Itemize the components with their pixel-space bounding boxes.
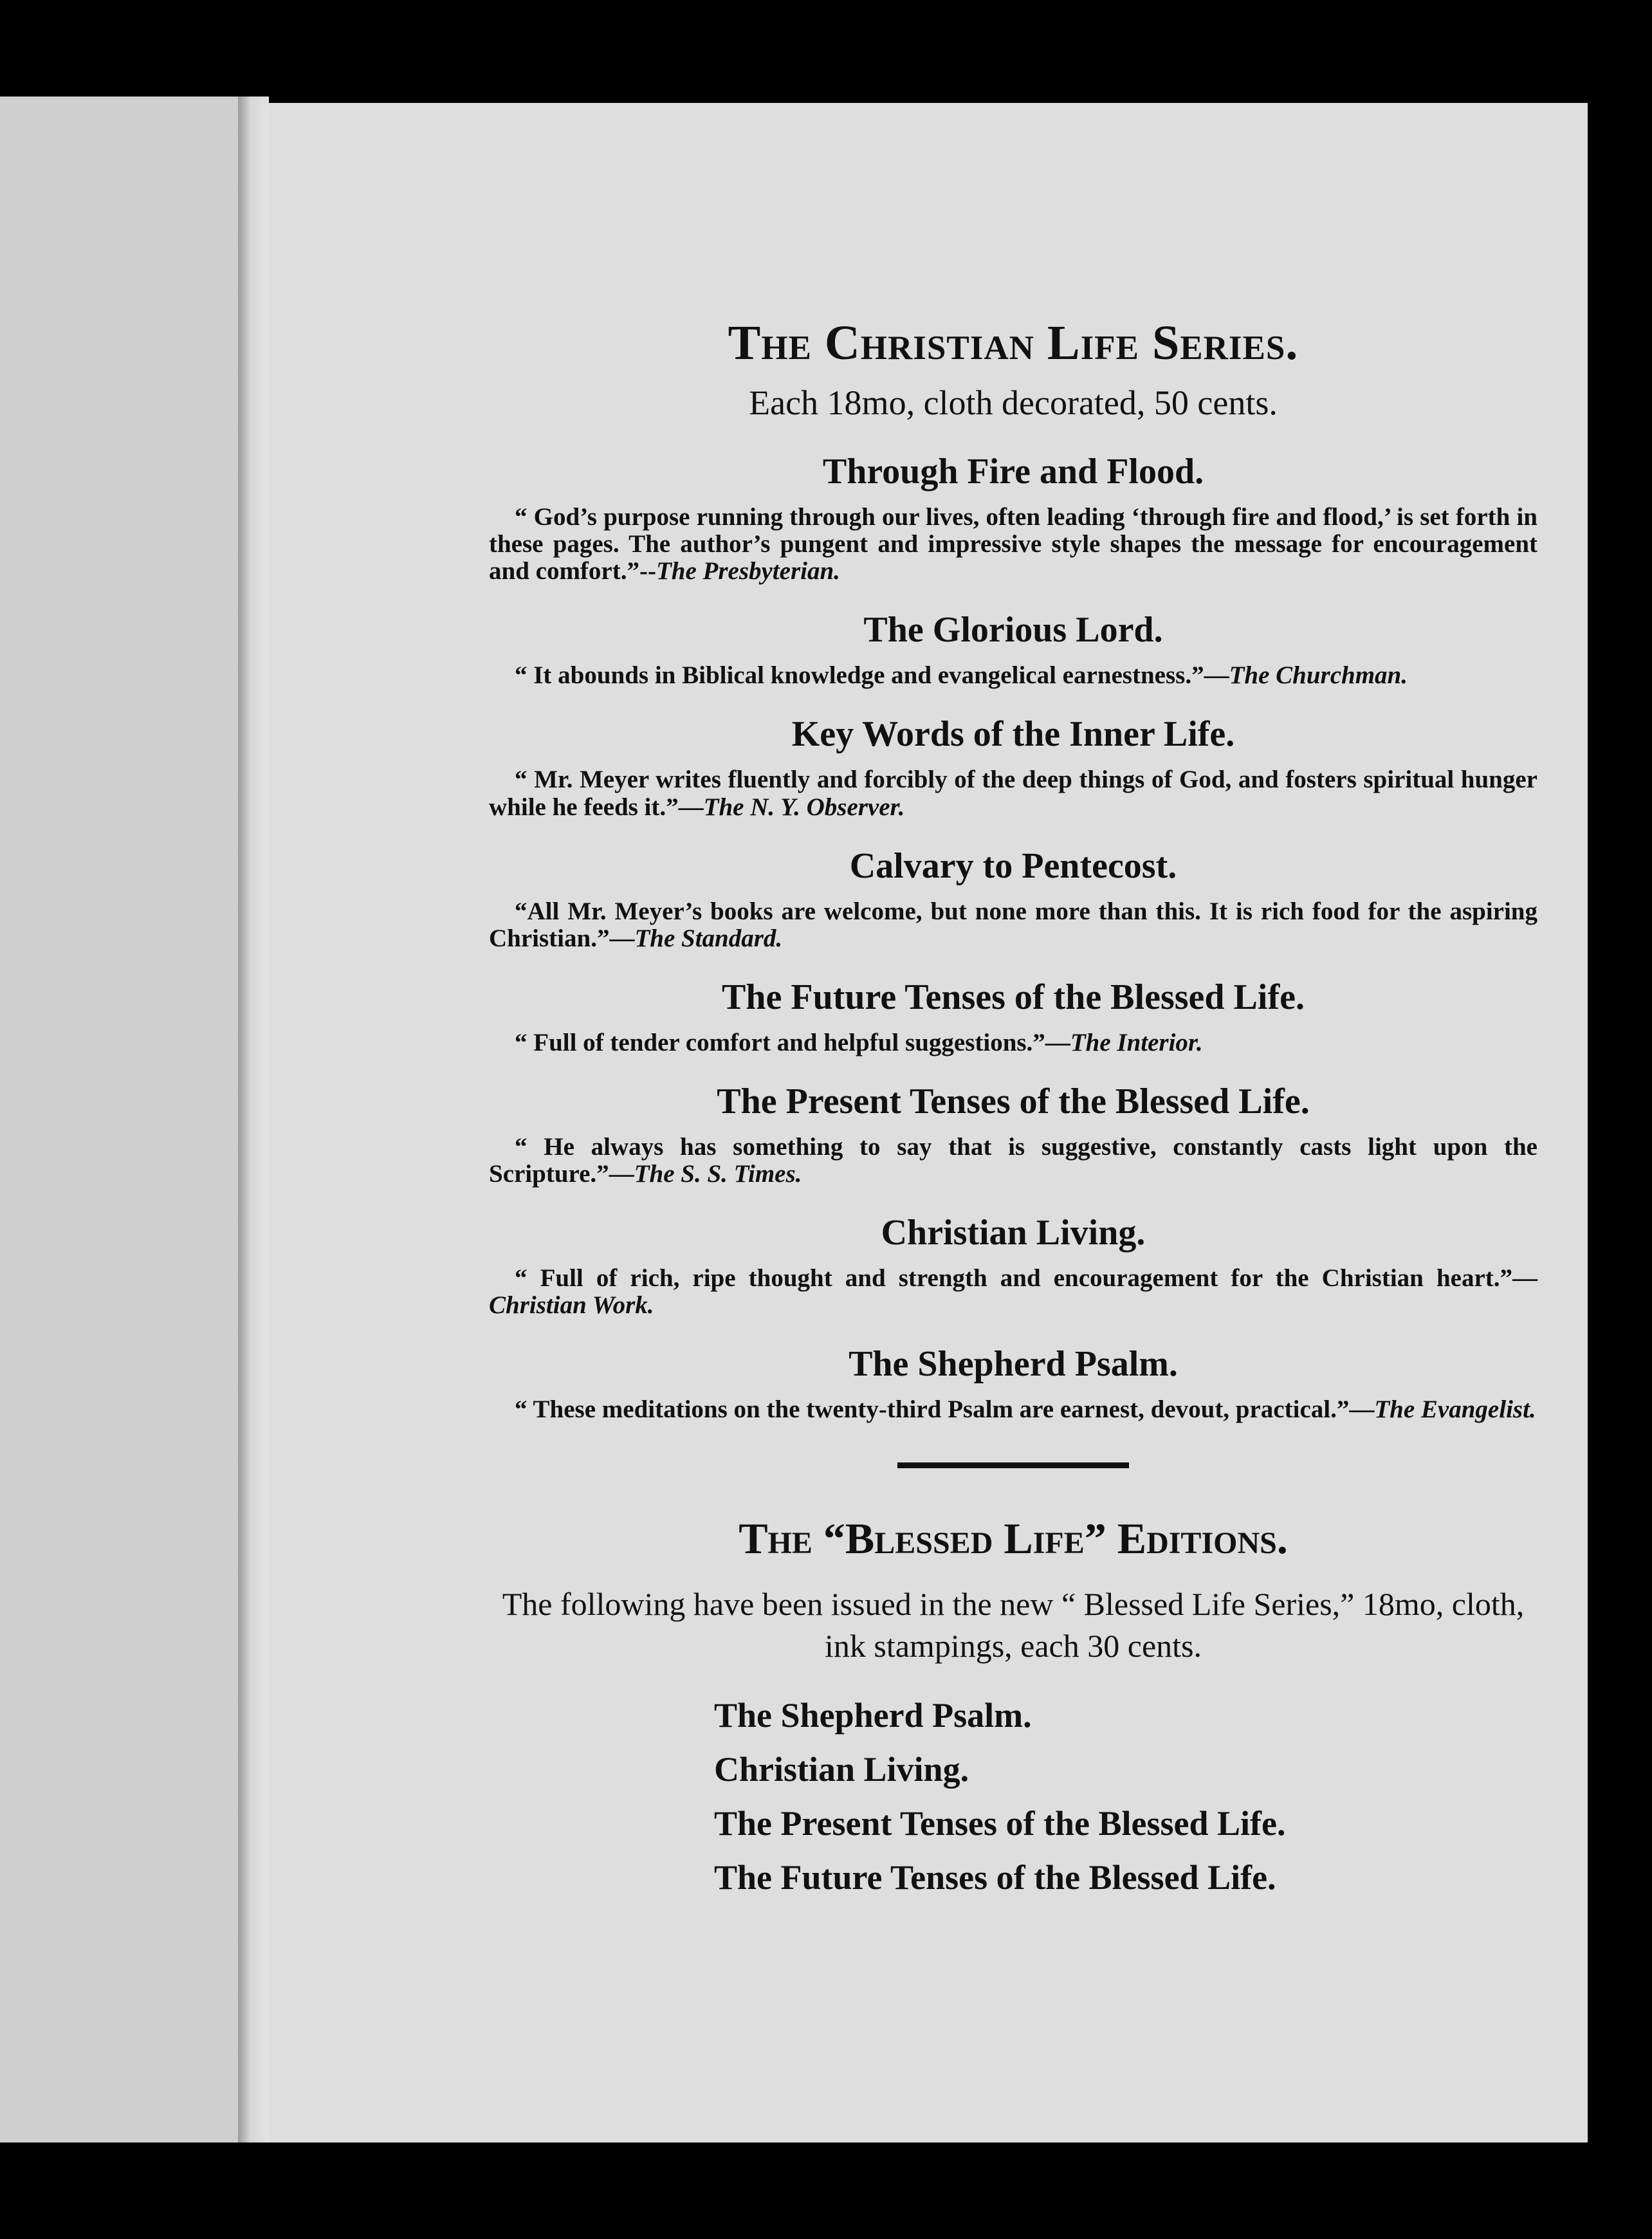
review-text: “ Full of rich, ripe thought and strength and encouragement for the Christian heart.”— — [515, 1264, 1537, 1293]
book-review — [489, 1265, 1537, 1319]
book-title: The Present Tenses of the Blessed Life. — [717, 1081, 1310, 1121]
review-source: The Presbyterian. — [656, 557, 840, 585]
editions-list — [714, 1695, 1537, 1897]
book-title: The Glorious Lord. — [863, 610, 1163, 650]
book-entry — [489, 714, 1537, 820]
book-review — [489, 766, 1537, 820]
book-review — [489, 504, 1537, 585]
review-source: The N. Y. Observer. — [703, 793, 905, 821]
book-entry — [489, 845, 1537, 952]
list-item: The Present Tenses of the Blessed Life. — [714, 1803, 1286, 1843]
section-divider — [897, 1462, 1129, 1468]
review-text: “All Mr. Meyer’s books are welcome, but none more than this. It is rich food for the aspiring Christian.”— — [489, 897, 1537, 952]
review-source: The Evangelist. — [1374, 1396, 1536, 1424]
list-item: Christian Living. — [714, 1749, 969, 1789]
book-title: The Future Tenses of the Blessed Life. — [722, 977, 1305, 1017]
review-source: The S. S. Times. — [634, 1160, 802, 1188]
page-content — [489, 315, 1537, 1912]
book-entry — [489, 1081, 1537, 1188]
review-text: “ He always has something to say that is suggestive, constantly casts light upon the Scripture.”— — [489, 1132, 1537, 1188]
review-text: “ God’s purpose running through our lives, often leading ‘through fire and flood,’ is set forth in these pages. The author’s pungent and impressive style shapes the message for encouragement and comfort.”-- — [489, 503, 1537, 585]
advertisement-page — [269, 103, 1588, 2142]
review-source: The Interior. — [1070, 1028, 1203, 1056]
book-entry — [489, 1343, 1537, 1423]
list-item: The Shepherd Psalm. — [714, 1695, 1032, 1735]
review-source: The Standard. — [634, 924, 783, 952]
book-review — [489, 898, 1537, 952]
book-review — [489, 662, 1537, 689]
review-source: Christian Work. — [489, 1291, 654, 1320]
facing-page — [0, 97, 238, 2142]
list-item: The Future Tenses of the Blessed Life. — [714, 1857, 1276, 1897]
book-review — [489, 1396, 1537, 1423]
editions-subtitle: The following have been issued in the new “ Blessed Life Series,” 18mo, cloth, ink stampings, each 30 cents. — [502, 1585, 1525, 1664]
editions-title: The “Blessed Life” Editions. — [739, 1513, 1288, 1563]
book-review — [489, 1029, 1537, 1056]
review-text: “ Full of tender comfort and helpful suggestions.”— — [515, 1028, 1070, 1056]
book-title: The Shepherd Psalm. — [849, 1344, 1178, 1385]
book-entry — [489, 609, 1537, 689]
book-title: Through Fire and Flood. — [822, 452, 1204, 492]
book-title: Calvary to Pentecost. — [849, 845, 1177, 886]
review-text: “ Mr. Meyer writes fluently and forcibly of the deep things of God, and fosters spiritual hunger while he feeds it.”— — [489, 766, 1537, 821]
book-entry — [489, 1212, 1537, 1319]
book-review — [489, 1134, 1537, 1188]
review-text: “ It abounds in Biblical knowledge and evangelical earnestness.”— — [515, 661, 1229, 690]
book-spine — [238, 97, 269, 2142]
series-title: The Christian Life Series. — [728, 316, 1299, 370]
book-title: Christian Living. — [881, 1213, 1146, 1253]
book-entry — [489, 977, 1537, 1056]
review-text: “ These meditations on the twenty-third Psalm are earnest, devout, practical.”— — [515, 1396, 1375, 1424]
book-title: Key Words of the Inner Life. — [791, 714, 1235, 755]
review-source: The Churchman. — [1229, 661, 1408, 690]
book-entry — [489, 451, 1537, 585]
series-subtitle: Each 18mo, cloth decorated, 50 cents. — [749, 383, 1278, 422]
